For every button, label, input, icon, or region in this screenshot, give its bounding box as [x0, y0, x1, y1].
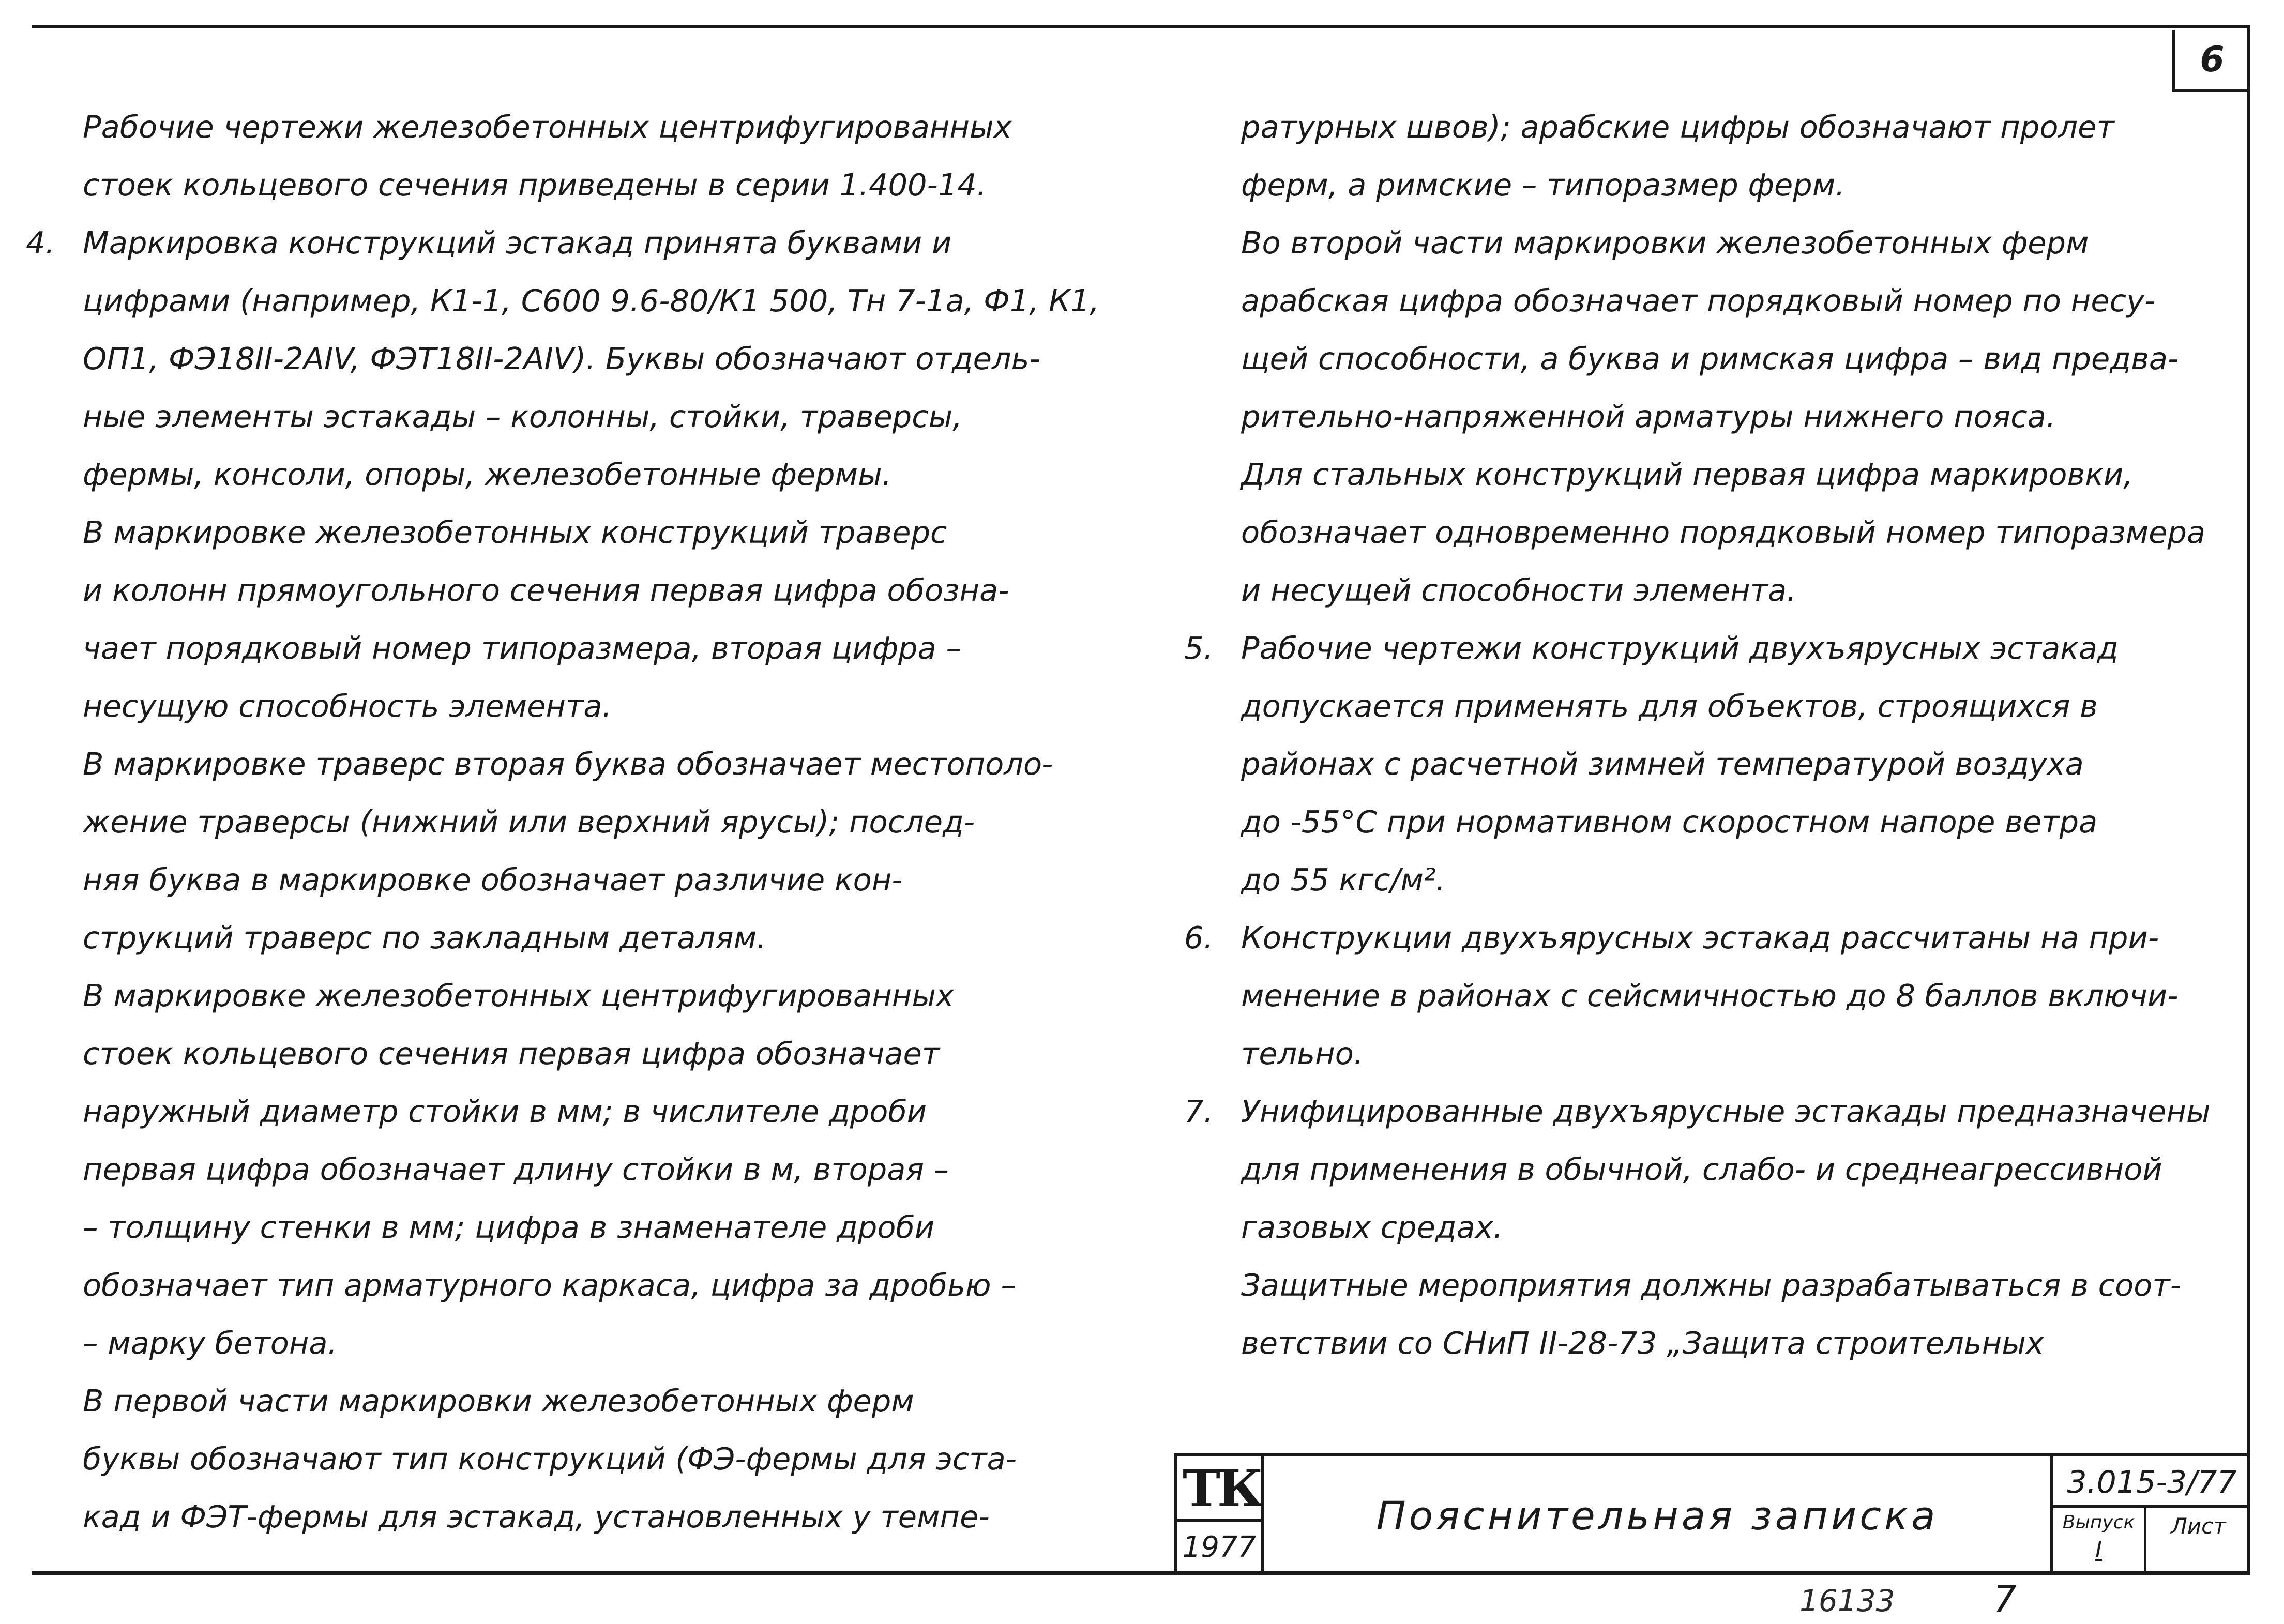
- title-block-year: 1977: [1177, 1519, 1261, 1575]
- text-line: [83, 1025, 1163, 1083]
- line-text: няя буква в маркировке обозначает различие кон-: [83, 862, 903, 898]
- line-text: допускается применять для объектов, строящихся в: [1241, 688, 2098, 724]
- line-text: стоек кольцевого сечения первая цифра обозначает: [83, 1036, 940, 1071]
- line-text: Маркировка конструкций эстакад принята буквами и: [83, 225, 952, 261]
- text-line: [1241, 735, 2234, 793]
- text-line: [1241, 330, 2234, 388]
- text-line: [83, 1430, 1163, 1488]
- text-line: [83, 793, 1163, 851]
- text-line: [1241, 156, 2234, 214]
- text-line: [83, 1198, 1163, 1256]
- line-text: менение в районах с сейсмичностью до 8 баллов включи-: [1241, 978, 2179, 1013]
- text-line: [83, 1141, 1163, 1198]
- line-text: чает порядковый номер типоразмера, вторая цифра –: [83, 630, 961, 666]
- line-text: ветствии со СНиП II-28-73 „Защита строительных: [1241, 1325, 2044, 1361]
- item-number: 6.: [1184, 920, 1214, 955]
- text-line: [1241, 851, 2234, 909]
- text-line: [83, 330, 1163, 388]
- line-text: ные элементы эстакады – колонны, стойки, траверсы,: [83, 399, 963, 434]
- text-line: [83, 156, 1163, 214]
- title-block: [1174, 1453, 2250, 1575]
- line-text: Защитные мероприятия должны разрабатываться в соот-: [1241, 1267, 2181, 1303]
- line-text: буквы обозначают тип конструкций (ФЭ-фермы для эста-: [83, 1441, 1017, 1477]
- text-column-right: [1184, 98, 2234, 1372]
- line-text: В маркировке железобетонных конструкций траверс: [83, 514, 947, 550]
- issue-value: I: [2095, 1537, 2102, 1563]
- line-text: Рабочие чертежи железобетонных центрифугированных: [83, 109, 1012, 145]
- line-text: ратурных швов); арабские цифры обозначают пролет: [1241, 109, 2114, 145]
- text-line: [1241, 214, 2234, 272]
- line-text: струкций траверс по закладным деталям.: [83, 920, 766, 955]
- text-line: [1241, 561, 2234, 619]
- text-line: [1241, 1256, 2234, 1314]
- text-line: [1241, 1198, 2234, 1256]
- sheet-label: Лист: [2171, 1513, 2226, 1539]
- line-text: В маркировке траверс вторая буква обозначает местополо-: [83, 746, 1053, 782]
- line-text: В первой части маркировки железобетонных ферм: [83, 1383, 914, 1419]
- text-line: [83, 677, 1163, 735]
- text-line: [83, 504, 1163, 561]
- line-text: Рабочие чертежи конструкций двухъярусных эстакад: [1241, 630, 2119, 666]
- text-line: [1184, 619, 2234, 677]
- title-block-logo-cell: [1177, 1456, 1264, 1575]
- text-line: [83, 851, 1163, 909]
- line-text: для применения в обычной, слабо- и среднеагрессивной: [1241, 1151, 2162, 1187]
- text-line: [83, 1256, 1163, 1314]
- line-text: ОП1, ФЭ18II-2АIV, ФЭТ18II-2АIV). Буквы обозначают отдель-: [83, 341, 1040, 376]
- item-number: 7.: [1184, 1094, 1214, 1129]
- text-line: [26, 214, 1163, 272]
- line-text: первая цифра обозначает длину стойки в м, вторая –: [83, 1151, 949, 1187]
- line-text: фермы, консоли, опоры, железобетонные фермы.: [83, 457, 892, 492]
- text-line: [1241, 1141, 2234, 1198]
- text-line: [83, 446, 1163, 504]
- text-line: [83, 1314, 1163, 1372]
- archive-page-number: 7: [1993, 1578, 2017, 1620]
- text-line: [1241, 793, 2234, 851]
- line-text: кад и ФЭТ-фермы для эстакад, установленных у темпе-: [83, 1499, 990, 1535]
- line-text: Унифицированные двухъярусные эстакады предназначены: [1241, 1094, 2211, 1129]
- line-text: до 55 кгс/м².: [1241, 862, 1446, 898]
- series-code: 3.015-3/77: [2053, 1456, 2250, 1508]
- text-line: [1241, 1025, 2234, 1083]
- text-line: [1184, 1083, 2234, 1141]
- text-column-left: [26, 98, 1163, 1546]
- text-line: [1184, 909, 2234, 967]
- item-number: 4.: [26, 225, 55, 261]
- line-text: наружный диаметр стойки в мм; в числителе дроби: [83, 1094, 927, 1129]
- line-text: Во второй части маркировки железобетонных ферм: [1241, 225, 2089, 261]
- text-line: [83, 1372, 1163, 1430]
- text-line: [1241, 504, 2234, 561]
- line-text: обозначает тип арматурного каркаса, цифра за дробью –: [83, 1267, 1016, 1303]
- line-text: обозначает одновременно порядковый номер типоразмера: [1241, 514, 2206, 550]
- document-title: Пояснительная записка: [1376, 1493, 1939, 1539]
- text-line: [83, 909, 1163, 967]
- line-text: рительно-напряженной арматуры нижнего пояса.: [1241, 399, 2056, 434]
- issue-cell: [2053, 1508, 2146, 1575]
- text-line: [1241, 98, 2234, 156]
- title-block-right: [2050, 1456, 2250, 1575]
- text-line: [1241, 967, 2234, 1025]
- text-line: [83, 619, 1163, 677]
- line-text: щей способности, а буква и римская цифра – вид предва-: [1241, 341, 2179, 376]
- archive-stamp: [1799, 1583, 1957, 1618]
- line-text: районах с расчетной зимней температурой воздуха: [1241, 746, 2084, 782]
- text-line: [83, 735, 1163, 793]
- page-number: 6: [2172, 30, 2249, 92]
- line-text: несущую способность элемента.: [83, 688, 612, 724]
- text-line: [83, 1083, 1163, 1141]
- archive-number: 16133: [1799, 1583, 1895, 1618]
- text-line: [1241, 677, 2234, 735]
- text-line: [1241, 388, 2234, 446]
- item-number: 5.: [1184, 630, 1214, 666]
- line-text: Для стальных конструкций первая цифра маркировки,: [1241, 457, 2134, 492]
- text-line: [83, 561, 1163, 619]
- line-text: цифрами (например, К1-1, С600 9.6-80/К1 500, Тн 7-1а, Ф1, К1,: [83, 283, 1100, 318]
- line-text: до -55°С при нормативном скоростном напоре ветра: [1241, 804, 2098, 840]
- line-text: газовых средах.: [1241, 1209, 1503, 1245]
- text-line: [83, 272, 1163, 330]
- line-text: арабская цифра обозначает порядковый номер по несу-: [1241, 283, 2156, 318]
- text-line: [1241, 446, 2234, 504]
- text-line: [1241, 1314, 2234, 1372]
- line-text: ферм, а римские – типоразмер ферм.: [1241, 167, 1845, 203]
- line-text: Конструкции двухъярусных эстакад рассчитаны на при-: [1241, 920, 2159, 955]
- text-line: [1241, 272, 2234, 330]
- line-text: и несущей способности элемента.: [1241, 572, 1796, 608]
- issue-label: Выпуск: [2062, 1512, 2135, 1533]
- text-line: [83, 98, 1163, 156]
- line-text: стоек кольцевого сечения приведены в серии 1.400-14.: [83, 167, 987, 203]
- line-text: В маркировке железобетонных центрифугированных: [83, 978, 954, 1013]
- text-line: [83, 388, 1163, 446]
- text-line: [83, 967, 1163, 1025]
- line-text: и колонн прямоугольного сечения первая цифра обозна-: [83, 572, 1009, 608]
- line-text: – толщину стенки в мм; цифра в знаменателе дроби: [83, 1209, 935, 1245]
- line-text: жение траверсы (нижний или верхний ярусы); послед-: [83, 804, 975, 840]
- text-line: [83, 1488, 1163, 1546]
- tk-logo: ТК: [1183, 1459, 1261, 1519]
- line-text: тельно.: [1241, 1036, 1364, 1071]
- line-text: – марку бетона.: [83, 1325, 338, 1361]
